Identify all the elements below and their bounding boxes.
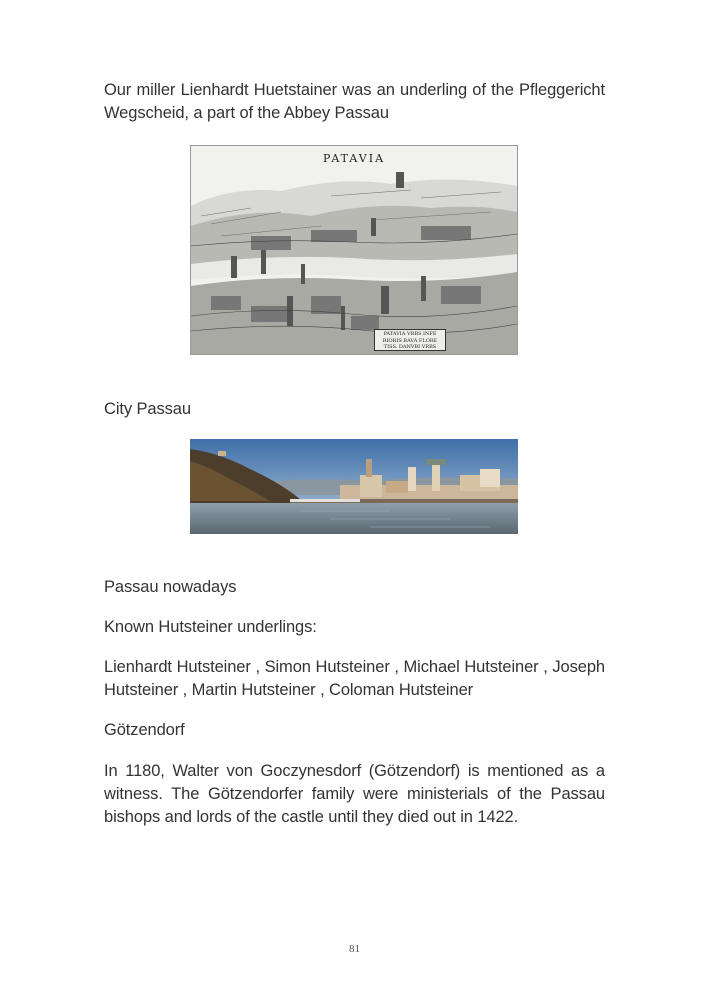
caption-passau-nowadays: Passau nowadays <box>104 578 237 596</box>
engraving-title: PATAVIA <box>322 152 386 165</box>
cartouche-line: TISS. DANVBI VRBS <box>383 344 437 350</box>
underlings-names-paragraph: Lienhardt Hutsteiner , Simon Hutsteiner , Michael Hutsteiner , Joseph Hutsteiner , Martin Hutsteiner , Coloman Hutsteiner <box>104 658 605 699</box>
history-paragraph: In 1180, Walter von Goczynesdorf (Götzendorf) is mentioned as a witness. The Götzendorfer family were ministerials of the Passau bishops and lords of the castle until they died out in 1422. <box>104 762 605 826</box>
engraving-cartouche <box>374 329 446 351</box>
place-heading-gotzendorf: Götzendorf <box>104 721 185 739</box>
patavia-engraving-image <box>190 145 518 355</box>
caption-city-passau: City Passau <box>104 400 191 418</box>
cartouche-line: RIORIS BAVA FLORE <box>382 337 438 344</box>
passau-panorama-photo <box>190 439 518 534</box>
engraving-drawing <box>191 146 517 354</box>
known-underlings-heading: Known Hutsteiner underlings: <box>104 618 317 636</box>
page-number: 81 <box>349 943 360 955</box>
intro-paragraph: Our miller Lienhardt Huetstainer was an underling of the Pfleggericht Wegscheid, a part of the Abbey Passau <box>104 81 605 122</box>
panorama-drawing <box>190 439 518 534</box>
cartouche-line: PATAVIA VRBS INFE <box>383 331 437 337</box>
